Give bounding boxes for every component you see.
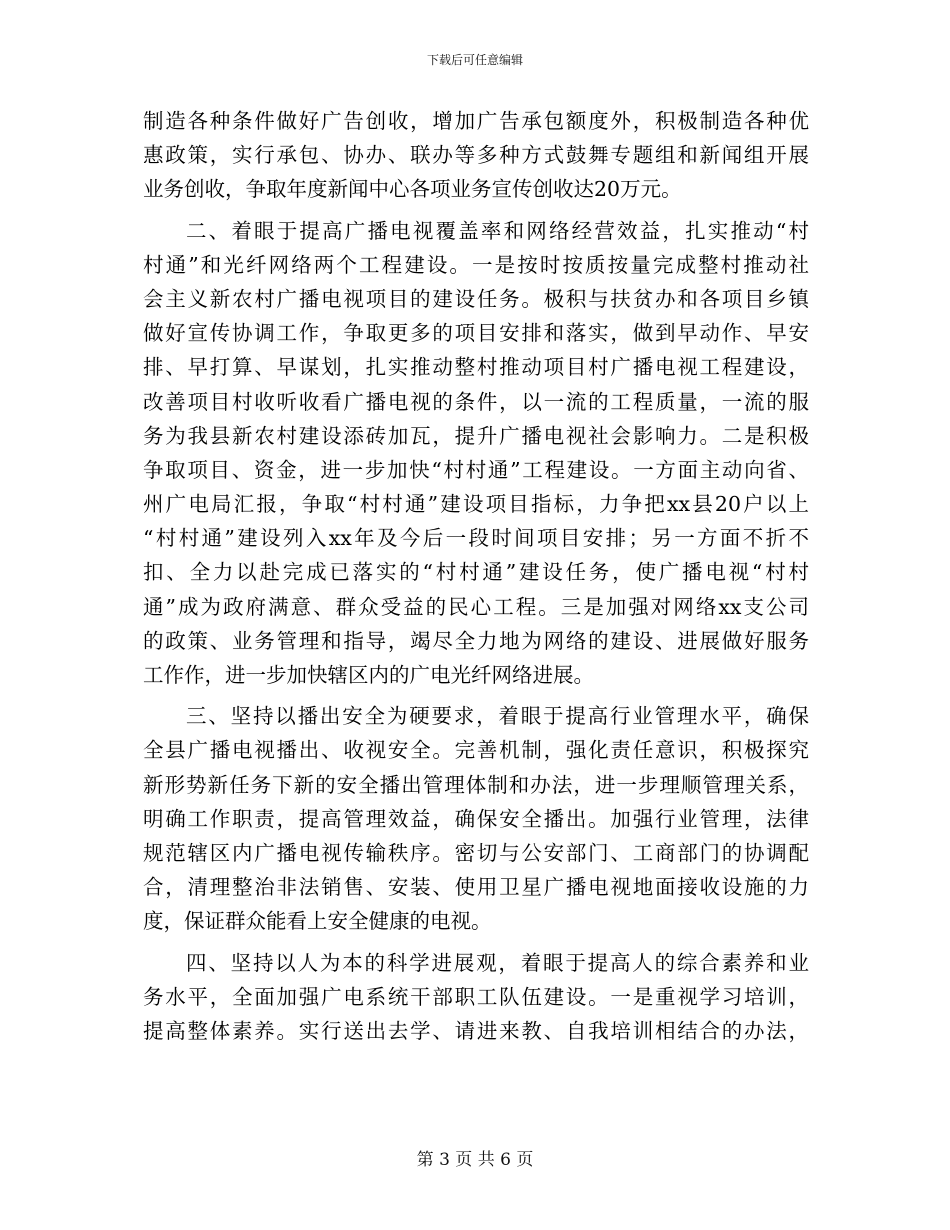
text-line: 四、坚持以人为本的科学进展观，着眼于提高人的综合素养和业 — [186, 950, 809, 975]
text-line: 新形势新任务下新的安全播出管理体制和办法，进一步理顺管理关系， — [143, 772, 809, 797]
text-line: 合，清理整治非法销售、安装、使用卫星广播电视地面接收设施的力 — [143, 875, 809, 900]
text-line: 争取项目、资金，进一步加快“村村通”工程建设。一方面主动向省、 — [143, 457, 809, 482]
text-line: 业务创收，争取年度新闻中心各项业务宣传创收达20万元。 — [143, 177, 682, 202]
paragraph — [143, 104, 809, 207]
text-line: 的政策、业务管理和指导，竭尽全力地为网络的建设、进展做好服务 — [143, 628, 809, 653]
text-line: 制造各种条件做好广告创收，增加广告承包额度外，积极制造各种优 — [143, 109, 809, 133]
text-line: 度，保证群众能看上安全健康的电视。 — [143, 909, 492, 934]
text-line: 提高整体素养。实行送出去学、请进来教、自我培训相结合的办法， — [143, 1018, 809, 1043]
text-line: 村通”和光纤网络两个工程建设。一是按时按质按量完成整村推动社 — [143, 252, 809, 277]
page-number-footer: 第 3 页 共 6 页 — [416, 1150, 534, 1170]
text-line: 排、早打算、早谋划，扎实推动整村推动项目村广播电视工程建设， — [143, 355, 809, 380]
text-line: 会主义新农村广播电视项目的建设任务。极积与扶贫办和各项目乡镇 — [143, 286, 809, 311]
text-line: 改善项目村收听收看广播电视的条件，以一流的工程质量，一流的服 — [143, 389, 809, 414]
paragraph — [143, 214, 809, 693]
document-body — [143, 104, 809, 1048]
text-line: 三、坚持以播出安全为硬要求，着眼于提高行业管理水平，确保 — [186, 704, 809, 729]
text-line: 明确工作职责，提高管理效益，确保安全播出。加强行业管理，法律 — [143, 806, 809, 831]
text-line: 务为我县新农村建设添砖加瓦，提升广播电视社会影响力。二是积极 — [143, 423, 809, 448]
paragraph — [143, 699, 809, 938]
paragraph — [143, 946, 809, 1049]
text-line: 规范辖区内广播电视传输秩序。密切与公安部门、工商部门的协调配 — [143, 840, 809, 865]
text-line: 惠政策，实行承包、协办、联办等多种方式鼓舞专题组和新闻组开展 — [143, 143, 809, 168]
text-line: 扣、全力以赴完成已落实的“村村通”建设任务，使广播电视“村村 — [143, 560, 809, 585]
text-line: 通”成为政府满意、群众受益的民心工程。三是加强对网络xx支公司 — [143, 594, 809, 619]
text-line: 全县广播电视播出、收视安全。完善机制，强化责任意识，积极探究 — [143, 738, 809, 763]
text-line: “村村通”建设列入xx年及今后一段时间项目安排；另一方面不折不 — [143, 526, 809, 551]
text-line: 做好宣传协调工作，争取更多的项目安排和落实，做到早动作、早安 — [143, 321, 809, 346]
text-line: 州广电局汇报，争取“村村通”建设项目指标，力争把xx县20户以上 — [143, 492, 809, 517]
text-line: 二、着眼于提高广播电视覆盖率和网络经营效益，扎实推动“村 — [186, 218, 809, 243]
page-header: 下载后可任意编辑 — [426, 53, 523, 67]
text-line: 工作作，进一步加快辖区内的广电光纤网络进展。 — [143, 663, 594, 687]
text-line: 务水平，全面加强广电系统干部职工队伍建设。一是重视学习培训， — [143, 984, 809, 1009]
